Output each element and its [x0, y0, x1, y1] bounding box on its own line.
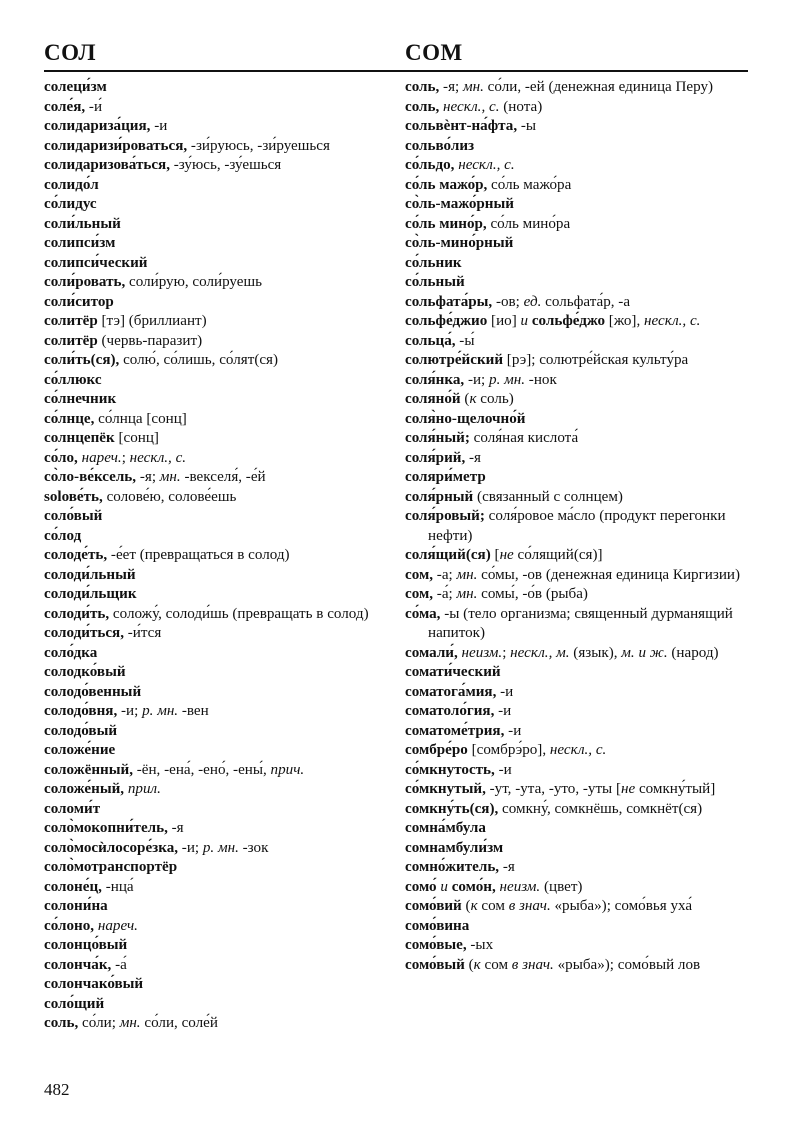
entry-text: ( — [464, 956, 474, 973]
dictionary-entry — [44, 371, 394, 391]
dictionary-entry — [44, 858, 394, 878]
headword: со́лнце, — [44, 410, 95, 427]
headword: со́мкнутый, — [405, 781, 486, 797]
dictionary-entry — [44, 800, 394, 820]
headword: солони́на — [44, 898, 108, 914]
headword: сольфе́джио — [405, 313, 488, 329]
dictionary-entry — [405, 917, 757, 937]
dictionary-entry — [405, 78, 757, 98]
entry-text: [рэ]; солютре́йская культу́ра — [503, 352, 689, 368]
grammar-note: р. мн. — [489, 371, 526, 388]
dictionary-entry — [44, 722, 394, 742]
entry-text: -ов; — [492, 293, 524, 310]
headword: соля́рный — [405, 488, 474, 505]
dictionary-entry — [44, 410, 394, 430]
headword: сомбре́ро — [405, 742, 468, 758]
dictionary-entry — [44, 117, 394, 137]
dictionary-entry — [44, 683, 394, 703]
dictionary-entry — [405, 566, 757, 586]
entry-text: -и — [150, 118, 168, 134]
headword: соло́щий — [44, 995, 105, 1012]
entry-text: со́лнца [сонц] — [94, 410, 187, 427]
headword: солеци́зм — [44, 79, 107, 95]
entry-text: сомы́, -о́в (рыба) — [477, 586, 588, 602]
headword: соль, — [405, 98, 440, 115]
entry-text: со́лящий(ся)] — [513, 547, 603, 563]
headword: солонча́к, — [44, 956, 112, 973]
entry-text: (червь-паразит) — [97, 332, 203, 349]
dictionary-entry — [44, 741, 394, 761]
grammar-note: к — [473, 956, 481, 973]
headword: сомо́н, — [451, 878, 496, 895]
entry-text: ( — [461, 898, 471, 914]
entry-text: -зу́юсь, -зу́ешься — [169, 157, 282, 173]
grammar-note: неизм. — [495, 878, 541, 895]
headword: сольфата́ры, — [405, 293, 493, 310]
dictionary-entry — [405, 176, 757, 196]
grammar-note: мн. — [119, 1015, 141, 1031]
headword: солонцо́вый — [44, 937, 128, 953]
dictionary-entry — [405, 117, 757, 137]
headword: солидаризи́роваться, — [44, 137, 188, 154]
dictionary-entry — [44, 429, 394, 449]
headword: соматоме́трия, — [405, 722, 505, 739]
grammar-note: мн. — [463, 79, 484, 95]
headword: со́лод — [44, 527, 82, 544]
headword: соля́ровый; — [405, 508, 485, 524]
dictionary-entry — [405, 585, 757, 605]
entry-text: -зи́руюсь, -зи́руешься — [187, 137, 330, 154]
dictionary-entry — [405, 741, 757, 761]
headword: со̀ль-мино́рный — [405, 235, 514, 251]
headword: солнцепёк — [44, 430, 115, 446]
dictionary-entry — [405, 351, 757, 371]
headword: солипси́зм — [44, 235, 116, 251]
grammar-note: р. мн. — [202, 839, 239, 856]
dictionary-entry — [405, 488, 757, 508]
dictionary-entry — [44, 546, 394, 566]
headword: солоди́ть, — [44, 605, 110, 622]
grammar-note: к — [470, 898, 478, 914]
headword: соло̀мосѝлосоре́зка, — [44, 839, 179, 856]
entry-text: -я — [167, 820, 184, 836]
dictionary-entry — [44, 644, 394, 664]
entry-text: -вен — [178, 703, 209, 719]
grammar-note: неизм. — [457, 644, 503, 661]
dictionary-entry — [405, 332, 757, 352]
entry-text: -нок — [525, 371, 557, 388]
grammar-note: не — [621, 781, 636, 797]
entry-text: -ы (тело организма; священный дурманящий напиток) — [428, 605, 733, 641]
headword: соль, — [44, 1015, 79, 1031]
dictionary-entry — [405, 390, 757, 410]
dictionary-entry — [44, 917, 394, 937]
grammar-note: в знач. — [508, 898, 551, 914]
dictionary-entry — [44, 995, 394, 1015]
headword: солидариза́ция, — [44, 118, 151, 134]
entry-text: сомкну́тый] — [635, 781, 716, 797]
headword: солипси́ческий — [44, 254, 148, 271]
headword: солодо́вый — [44, 722, 118, 739]
headword: соли́ть(ся), — [44, 352, 120, 368]
headword: соля́рий, — [405, 449, 466, 466]
dictionary-entry — [44, 956, 394, 976]
entry-text: солове́ю, солове́ешь — [102, 488, 237, 505]
dictionary-entry — [44, 624, 394, 644]
grammar-note: мн. — [456, 566, 478, 583]
dictionary-entry — [44, 332, 394, 352]
entry-text: -я — [465, 449, 481, 466]
dictionary-entry — [44, 819, 394, 839]
dictionary-entry — [405, 644, 757, 664]
entry-text: -ут, -ута, -уто, -уты [ — [485, 781, 621, 797]
headword: со́ло, — [44, 449, 78, 466]
dictionary-entry — [405, 137, 757, 157]
dictionary-entry — [44, 1014, 394, 1034]
entry-text: «рыба»); сомо́вья уха́ — [550, 898, 693, 914]
dictionary-entry — [405, 312, 757, 332]
dictionary-entry — [405, 410, 757, 430]
grammar-note: нескл., с. — [549, 742, 607, 758]
dictionary-entry — [405, 234, 757, 254]
grammar-note: нескл., м. — [510, 644, 570, 661]
dictionary-entry — [44, 195, 394, 215]
headword: соломи́т — [44, 800, 101, 817]
dictionary-entry — [405, 839, 757, 859]
dictionary-entry — [44, 254, 394, 274]
entry-text: -и — [494, 703, 512, 719]
headword: сомо́вий — [405, 898, 462, 914]
dictionary-entry — [44, 507, 394, 527]
entry-text: сом — [480, 956, 512, 973]
headword: сомо́вый — [405, 956, 465, 973]
headword: со́лидус — [44, 196, 97, 212]
headword: соля́ный; — [405, 430, 470, 446]
entry-text: -и; — [464, 371, 490, 388]
headword: соль, — [405, 79, 440, 95]
headword: сомо́вые, — [405, 937, 467, 953]
headword: со́льник — [405, 254, 462, 271]
headword: соля̀но-щелочно́й — [405, 410, 526, 427]
entry-text: -я — [499, 859, 515, 875]
headword: сомна́мбула — [405, 820, 486, 836]
page-number: 482 — [44, 1080, 70, 1099]
dictionary-entry — [44, 312, 394, 332]
headword: соло́дка — [44, 644, 98, 661]
grammar-note: прич. — [270, 761, 305, 778]
dictionary-entry — [44, 605, 394, 625]
headword: солидаризова́ться, — [44, 157, 170, 173]
entry-text: (нота) — [499, 98, 543, 115]
dictionary-entry — [44, 761, 394, 781]
headword: сольво́лиз — [405, 137, 475, 154]
headword: со́мкнутость, — [405, 761, 495, 778]
entry-text: -ён, -ена́, -ено́, -ены́, — [132, 761, 271, 778]
headword: соло́вый — [44, 508, 103, 524]
dictionary-entry — [405, 878, 757, 898]
entry-text: (язык), — [569, 644, 622, 661]
dictionary-entry — [405, 468, 757, 488]
entry-text: -и — [496, 683, 514, 700]
dictionary-entry — [44, 351, 394, 371]
grammar-note: и — [520, 313, 529, 329]
headword: соли́ровать, — [44, 274, 126, 290]
headword: сом, — [405, 586, 434, 602]
headword: солодко́вый — [44, 664, 126, 680]
entry-text: -и — [494, 761, 512, 778]
dictionary-entry — [405, 956, 757, 976]
entry-text: -и́ — [85, 98, 103, 115]
entry-text: солю́, со́лишь, со́лят(ся) — [119, 352, 279, 368]
entry-text: -нца́ — [101, 878, 134, 895]
headword: солитёр — [44, 313, 98, 329]
entry-text: [сомбрэ́ро], — [467, 742, 550, 758]
entry-text: [сонц] — [114, 430, 159, 446]
grammar-note: и — [436, 878, 448, 895]
grammar-note: мн. — [456, 586, 478, 602]
dictionary-entry — [44, 527, 394, 547]
headword: соли́ситор — [44, 293, 114, 310]
dictionary-entry — [44, 936, 394, 956]
entry-text: со́ль мино́ра — [486, 215, 571, 232]
entry-text: ; — [121, 449, 130, 466]
entry-text: -я; — [439, 79, 463, 95]
headword: солончако́вый — [44, 976, 144, 992]
headword: соляри́метр — [405, 469, 486, 485]
headword: солоди́ться, — [44, 625, 124, 641]
entry-text: -зок — [238, 839, 269, 856]
right-guide-word: СОМ — [405, 40, 463, 65]
headword: сомати́ческий — [405, 664, 501, 680]
entry-text: «рыба»); сомо́вый лов — [553, 956, 701, 973]
entry-text: [ — [490, 547, 500, 563]
grammar-note: нескл., с. — [129, 449, 187, 466]
entry-text: [тэ] (бриллиант) — [97, 313, 207, 329]
headword: соляно́й — [405, 391, 461, 407]
entry-text: соля́ровое ма́сло (продукт перегонки нефти) — [428, 508, 726, 544]
entry-text: -и; — [178, 839, 203, 856]
dictionary-entry — [44, 878, 394, 898]
dictionary-entry — [405, 780, 757, 800]
entry-text: соля́ная кислота́ — [469, 430, 579, 446]
headword: со̀ль-мажо́рный — [405, 196, 514, 212]
entry-text: -и — [504, 722, 522, 739]
headword: сомно́житель, — [405, 859, 500, 875]
left-column — [44, 78, 394, 1034]
dictionary-entry — [44, 176, 394, 196]
dictionary-entry — [44, 468, 394, 488]
dictionary-entry — [44, 234, 394, 254]
grammar-note: р. мн. — [142, 703, 179, 719]
entry-text: со́ли; — [78, 1015, 120, 1031]
dictionary-entry — [405, 507, 757, 546]
dictionary-entry — [405, 371, 757, 391]
grammar-note: нареч. — [94, 917, 138, 934]
headword: соля́щий(ся) — [405, 547, 491, 563]
dictionary-entry — [405, 800, 757, 820]
dictionary-entry — [44, 663, 394, 683]
headword: солидо́л — [44, 176, 99, 193]
entry-text: -и; — [117, 703, 143, 719]
entry-text: -векселя́, -е́й — [180, 469, 266, 485]
entry-text: сольфата́р, -а — [541, 293, 631, 310]
headword: солютре́йский — [405, 352, 504, 368]
headword: сомнамбули́зм — [405, 839, 504, 856]
dictionary-entry — [44, 390, 394, 410]
dictionary-entry — [405, 897, 757, 917]
dictionary-entry — [44, 137, 394, 157]
dictionary-entry — [44, 780, 394, 800]
headword: сомкну́ть(ся), — [405, 800, 499, 817]
dictionary-entry — [44, 215, 394, 235]
entry-text: -я; — [136, 469, 160, 485]
headword: соматоло́гия, — [405, 703, 495, 719]
headword: со́ма, — [405, 605, 441, 622]
dictionary-entry — [405, 254, 757, 274]
dictionary-entry — [405, 98, 757, 118]
entry-text: -ы́ — [455, 332, 475, 349]
dictionary-entry — [405, 215, 757, 235]
entry-text: ; — [502, 644, 511, 661]
headword: сом, — [405, 566, 434, 583]
dictionary-entry — [44, 488, 394, 508]
headword: со́ллюкс — [44, 371, 102, 388]
page-header — [44, 38, 748, 72]
entry-text: -ых — [466, 937, 494, 953]
headword: сомо́вина — [405, 917, 470, 934]
grammar-note: мн. — [159, 469, 181, 485]
grammar-note: прил. — [124, 781, 161, 797]
entry-text: (народ) — [667, 644, 719, 661]
dictionary-entry — [44, 78, 394, 98]
entry-text: со́мы, -ов (денежная единица Киргизии) — [477, 566, 741, 583]
dictionary-entry — [405, 429, 757, 449]
dictionary-entry — [405, 663, 757, 683]
entry-text: сомкну́, сомкнёшь, сомкнёт(ся) — [498, 800, 703, 817]
dictionary-entry — [405, 722, 757, 742]
dictionary-entry — [44, 98, 394, 118]
headword: соли́льный — [44, 215, 121, 232]
entry-text: [жо], — [605, 313, 645, 329]
headword: солитёр — [44, 332, 98, 349]
headword: сольвѐнт-на́фта, — [405, 118, 518, 134]
dictionary-entry — [44, 585, 394, 605]
entry-text: соль) — [476, 391, 514, 407]
headword: солоди́льный — [44, 566, 136, 583]
grammar-note: ед. — [523, 293, 542, 310]
left-guide-word: СОЛ — [44, 40, 96, 65]
dictionary-entry — [405, 156, 757, 176]
entry-text: -а́ — [111, 956, 127, 973]
entry-text: -а; — [433, 566, 457, 583]
entry-text: со́ли, -ей (денежная единица Перу) — [483, 79, 714, 95]
headword: солоди́льщик — [44, 586, 137, 602]
headword: соматога́мия, — [405, 683, 497, 700]
entry-text: -е́ет (превращаться в солод) — [107, 547, 290, 563]
grammar-note: к — [469, 391, 477, 407]
entry-text: [ио] — [487, 313, 521, 329]
entry-text: со́ли, соле́й — [140, 1015, 218, 1031]
dictionary-entry — [405, 449, 757, 469]
dictionary-entry — [405, 683, 757, 703]
headword: соло̀мотранспортёр — [44, 859, 178, 875]
headword: соложе́ние — [44, 742, 116, 758]
entry-text: -и́тся — [124, 625, 162, 641]
dictionary-entry — [405, 546, 757, 566]
headword: соложе́ный, — [44, 781, 125, 797]
headword: соле́я, — [44, 98, 86, 115]
dictionary-entry — [405, 293, 757, 313]
grammar-note: не — [499, 547, 514, 563]
headword: сомали́, — [405, 644, 458, 661]
entry-text: сом — [477, 898, 509, 914]
headword: со́ль мино́р, — [405, 215, 487, 232]
headword: со̀ло-ве́ксель, — [44, 469, 137, 485]
dictionary-entry — [44, 273, 394, 293]
grammar-note: нескл., с. — [439, 98, 500, 115]
headword: сольца́, — [405, 332, 456, 349]
dictionary-entry — [405, 195, 757, 215]
headword: солоне́ц, — [44, 878, 102, 895]
entry-text: -ы — [517, 118, 537, 134]
entry-text: со́ль мажо́ра — [487, 176, 572, 193]
headword: солодо́вня, — [44, 703, 118, 719]
grammar-note: нескл., с. — [454, 157, 515, 173]
headword: соло̀мокопни́тель, — [44, 820, 168, 836]
entry-text: -а́; — [433, 586, 457, 602]
headword: со́лнечник — [44, 391, 117, 407]
entry-text: соли́рую, соли́руешь — [125, 274, 262, 290]
headword: соложённый, — [44, 761, 133, 778]
headword: сольфе́джо — [531, 313, 606, 329]
entry-text: ( — [460, 391, 470, 407]
entry-text: (связанный с солнцем) — [473, 488, 623, 505]
headword: со́лоно, — [44, 917, 95, 934]
headword: со́ль мажо́р, — [405, 176, 488, 193]
dictionary-entry — [405, 702, 757, 722]
dictionary-entry — [44, 293, 394, 313]
headword: солодо́венный — [44, 683, 142, 700]
grammar-note: м. и ж. — [621, 644, 668, 661]
right-column — [405, 78, 757, 975]
dictionary-entry — [44, 975, 394, 995]
headword: со́льдо, — [405, 157, 455, 173]
dictionary-entry — [405, 936, 757, 956]
entry-text: (цвет) — [540, 878, 583, 895]
dictionary-entry — [44, 839, 394, 859]
dictionary-entry — [44, 156, 394, 176]
dictionary-entry — [405, 605, 757, 644]
dictionary-entry — [405, 273, 757, 293]
entry-text: соложу́, солоди́шь (превращать в солод) — [109, 605, 369, 622]
grammar-note: в знач. — [511, 956, 554, 973]
dictionary-entry — [405, 761, 757, 781]
headword: солоде́ть, — [44, 547, 108, 563]
grammar-note: нареч. — [77, 449, 122, 466]
dictionary-entry — [44, 897, 394, 917]
dictionary-entry — [405, 858, 757, 878]
dictionary-entry — [44, 702, 394, 722]
dictionary-entry — [405, 819, 757, 839]
headword: соля́нка, — [405, 371, 465, 388]
dictionary-entry — [44, 566, 394, 586]
grammar-note: нескл., с. — [644, 313, 701, 329]
headword: со́льный — [405, 274, 465, 290]
dictionary-entry — [44, 449, 394, 469]
headword: сомо́ — [405, 878, 437, 895]
headword: solове́ть, — [44, 488, 103, 505]
